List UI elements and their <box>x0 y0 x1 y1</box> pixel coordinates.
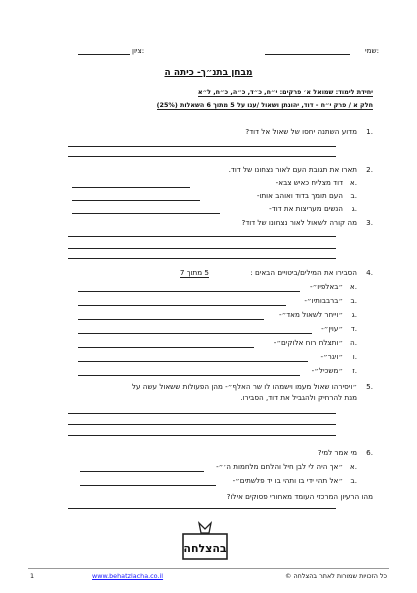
q6-item-letter: א. <box>349 462 357 471</box>
answer-line[interactable] <box>78 319 264 320</box>
answer-line[interactable] <box>68 156 336 157</box>
name-field-line[interactable] <box>265 54 350 55</box>
q2-item-text: העם תומך בדוד ואוהב אותו- <box>256 191 343 200</box>
grade-field-line[interactable] <box>78 54 130 55</box>
q4-item-text: ״ברבבותיו״- <box>304 296 343 305</box>
footer-url-link[interactable]: www.behatzlacha.co.il <box>92 572 164 580</box>
q1-number: 1. <box>366 127 373 136</box>
logo-text: בהצלחה <box>183 542 227 555</box>
answer-line[interactable] <box>68 508 336 509</box>
q4-item-text: ״באלפיו״- <box>310 282 343 291</box>
q2-item-letter: ג. <box>351 204 357 213</box>
q5-number: 5. <box>366 382 373 391</box>
q5-text-line1: ״ויסירהו שאול מעמו וישמהו לו שר האלף״- מהן הפעולות ששאול עשה על <box>131 382 357 391</box>
q6-item-letter: ב. <box>350 476 357 485</box>
q3-text: מה קורה לשאול לאור נצחונו של דוד? <box>241 218 357 227</box>
behatzlacha-logo <box>181 521 229 561</box>
part-heading: חלק א / פרק י״ח - דוד, יהונתן ושאול /ענו על 5 מתוך 6 השאלות (25%) <box>156 101 373 109</box>
q2-text: תארו את תגובת העם לאור נצחונו של דוד. <box>228 165 357 174</box>
q4-item-letter: ד. <box>350 324 357 333</box>
q4-item-text: ״ותצלח רוח אלוקים״- <box>273 338 343 347</box>
footer-divider <box>28 568 389 569</box>
q4-item-letter: ה. <box>350 338 357 347</box>
answer-line[interactable] <box>72 213 220 214</box>
answer-line[interactable] <box>68 435 336 436</box>
q4-item-letter: ו. <box>352 352 357 361</box>
answer-line[interactable] <box>72 200 200 201</box>
answer-line[interactable] <box>72 187 190 188</box>
q2-item-text: דוד מצליח כאיש צבא- <box>275 178 343 187</box>
q4-item-letter: ז. <box>352 366 357 375</box>
q1-text: מדוע השתנה יחסו של שאול אל דוד? <box>245 127 357 136</box>
q6-item-text: ״אך היה לי לבן חיל והלחם מלחמות ה׳״- <box>216 462 343 471</box>
study-unit: יחידת לימוד: שמואל א׳ פרקים: י״ח, כ״ד, כ״ה, כ״ח, ל״א <box>197 88 373 96</box>
answer-line[interactable] <box>78 333 312 334</box>
q4-item-letter: ג. <box>351 310 357 319</box>
q4-item-letter: א. <box>349 282 357 291</box>
q2-item-letter: ב. <box>350 191 357 200</box>
answer-line[interactable] <box>68 413 336 414</box>
q6-number: 6. <box>366 448 373 457</box>
extra-question: מהו הרעיון המרכזי העומד מאחורי פסוקים אילו? <box>226 492 373 501</box>
q3-number: 3. <box>366 218 373 227</box>
q4-item-text: ״ויגר״- <box>320 352 343 361</box>
answer-line[interactable] <box>78 347 254 348</box>
answer-line[interactable] <box>68 258 336 259</box>
page-title: מבחן בתנ״ך- כיתה ה <box>164 68 253 78</box>
q4-item-text: ״משכיל״- <box>311 366 343 375</box>
q2-item-letter: א. <box>349 178 357 187</box>
q6-item-text: ״אל תהי ידי בו ותהי בו יד פלשתים״- <box>232 476 343 485</box>
answer-line[interactable] <box>78 305 286 306</box>
q4-item-text: ״וייחר לשאול מאד״- <box>279 310 343 319</box>
q2-item-text: הנשים מעריצות את דוד- <box>269 204 343 213</box>
q2-number: 2. <box>366 165 373 174</box>
answer-line[interactable] <box>68 248 336 249</box>
answer-line[interactable] <box>68 236 336 237</box>
q4-hint: 5 מתוך 7 <box>179 268 209 277</box>
q4-text: הסבירו את המילים/ביטויים הבאים : <box>250 268 357 277</box>
q5-text-line2: מנת להרחיק ולהגביל את דוד, הסבירו. <box>240 393 357 402</box>
answer-line[interactable] <box>80 471 204 472</box>
q4-item-text: ״עוין״- <box>321 324 343 333</box>
answer-line[interactable] <box>78 291 300 292</box>
logo-graphic <box>181 521 229 561</box>
q6-text: מי אמר למי? <box>317 448 357 457</box>
answer-line[interactable] <box>80 485 216 486</box>
answer-line[interactable] <box>68 146 336 147</box>
answer-line[interactable] <box>78 361 308 362</box>
answer-line[interactable] <box>68 424 336 425</box>
page-number: 1 <box>30 572 35 580</box>
grade-label: ציון: <box>132 46 145 55</box>
name-label: שמי: <box>364 46 379 55</box>
footer-copyright: כל הזכויות שמורות לאתר בהצלחה © <box>285 572 387 580</box>
q4-item-letter: ב. <box>350 296 357 305</box>
answer-line[interactable] <box>78 375 300 376</box>
q4-number: 4. <box>366 268 373 277</box>
